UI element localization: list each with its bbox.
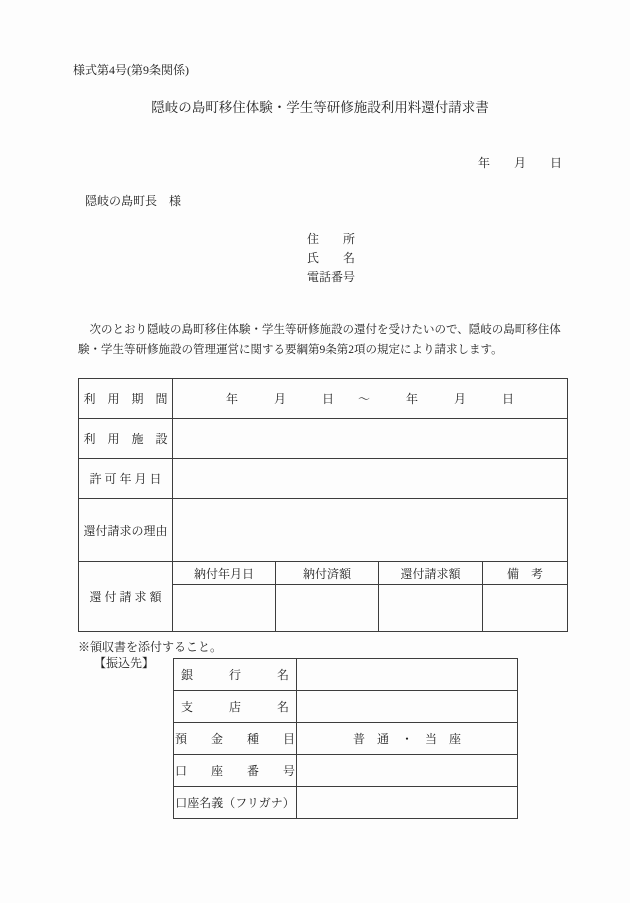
branch-name-cell	[297, 691, 518, 723]
receipt-note: ※領収書を添付すること。	[78, 640, 223, 654]
body-paragraph	[78, 320, 561, 360]
account-holder-cell	[297, 787, 518, 819]
account-number-cell	[297, 755, 518, 787]
refund-claim-header: 還付請求額	[379, 562, 483, 585]
branch-name-label: 支 店 名	[174, 691, 297, 723]
body-line-2: 験・学生等研修施設の管理運営に関する要綱第9条第2項の規定により請求します。	[78, 344, 503, 356]
date-line: 年 月 日	[477, 156, 562, 170]
account-type-value: 普 通 ・ 当 座	[297, 723, 518, 755]
refund-request-table	[78, 378, 568, 632]
facility-label: 利 用 施 設	[79, 419, 173, 459]
account-holder-label: 口座名義（フリガナ）	[174, 787, 297, 819]
refund-reason-label: 還付請求の理由	[79, 499, 173, 562]
usage-period-label: 利 用 期 間	[79, 379, 173, 419]
form-number: 様式第4号(第9条関係)	[73, 63, 189, 77]
applicant-name-label: 氏 名	[307, 251, 356, 265]
document-title: 隠岐の島町移住体験・学生等研修施設利用料還付請求書	[151, 100, 489, 115]
remarks-header: 備 考	[483, 562, 568, 585]
account-type-label: 預 金 種 目	[174, 723, 297, 755]
payment-date-header: 納付年月日	[173, 562, 276, 585]
bank-name-label: 銀 行 名	[174, 659, 297, 691]
facility-value-cell	[173, 419, 568, 459]
permit-date-value-cell	[173, 459, 568, 499]
paid-amount-cell	[276, 585, 379, 632]
bank-transfer-table	[173, 658, 518, 819]
body-line-1: 次のとおり隠岐の島町移住体験・学生等研修施設の還付を受けたいので、隠岐の島町移住体	[78, 324, 561, 336]
applicant-phone-label: 電話番号	[307, 270, 356, 284]
paid-amount-header: 納付済額	[276, 562, 379, 585]
refund-reason-value-cell	[173, 499, 568, 562]
applicant-address-label: 住 所	[307, 232, 356, 246]
payment-date-cell	[173, 585, 276, 632]
bank-name-cell	[297, 659, 518, 691]
applicant-block	[307, 230, 355, 287]
remarks-cell	[483, 585, 568, 632]
account-number-label: 口 座 番 号	[174, 755, 297, 787]
addressee: 隠岐の島町長 様	[85, 194, 182, 208]
refund-amount-label: 還 付 請 求 額	[79, 562, 173, 632]
usage-period-value: 年 月 日 ～ 年 月 日	[173, 379, 568, 419]
transfer-heading: 【振込先】	[94, 656, 155, 670]
refund-claim-cell	[379, 585, 483, 632]
permit-date-label: 許 可 年 月 日	[79, 459, 173, 499]
